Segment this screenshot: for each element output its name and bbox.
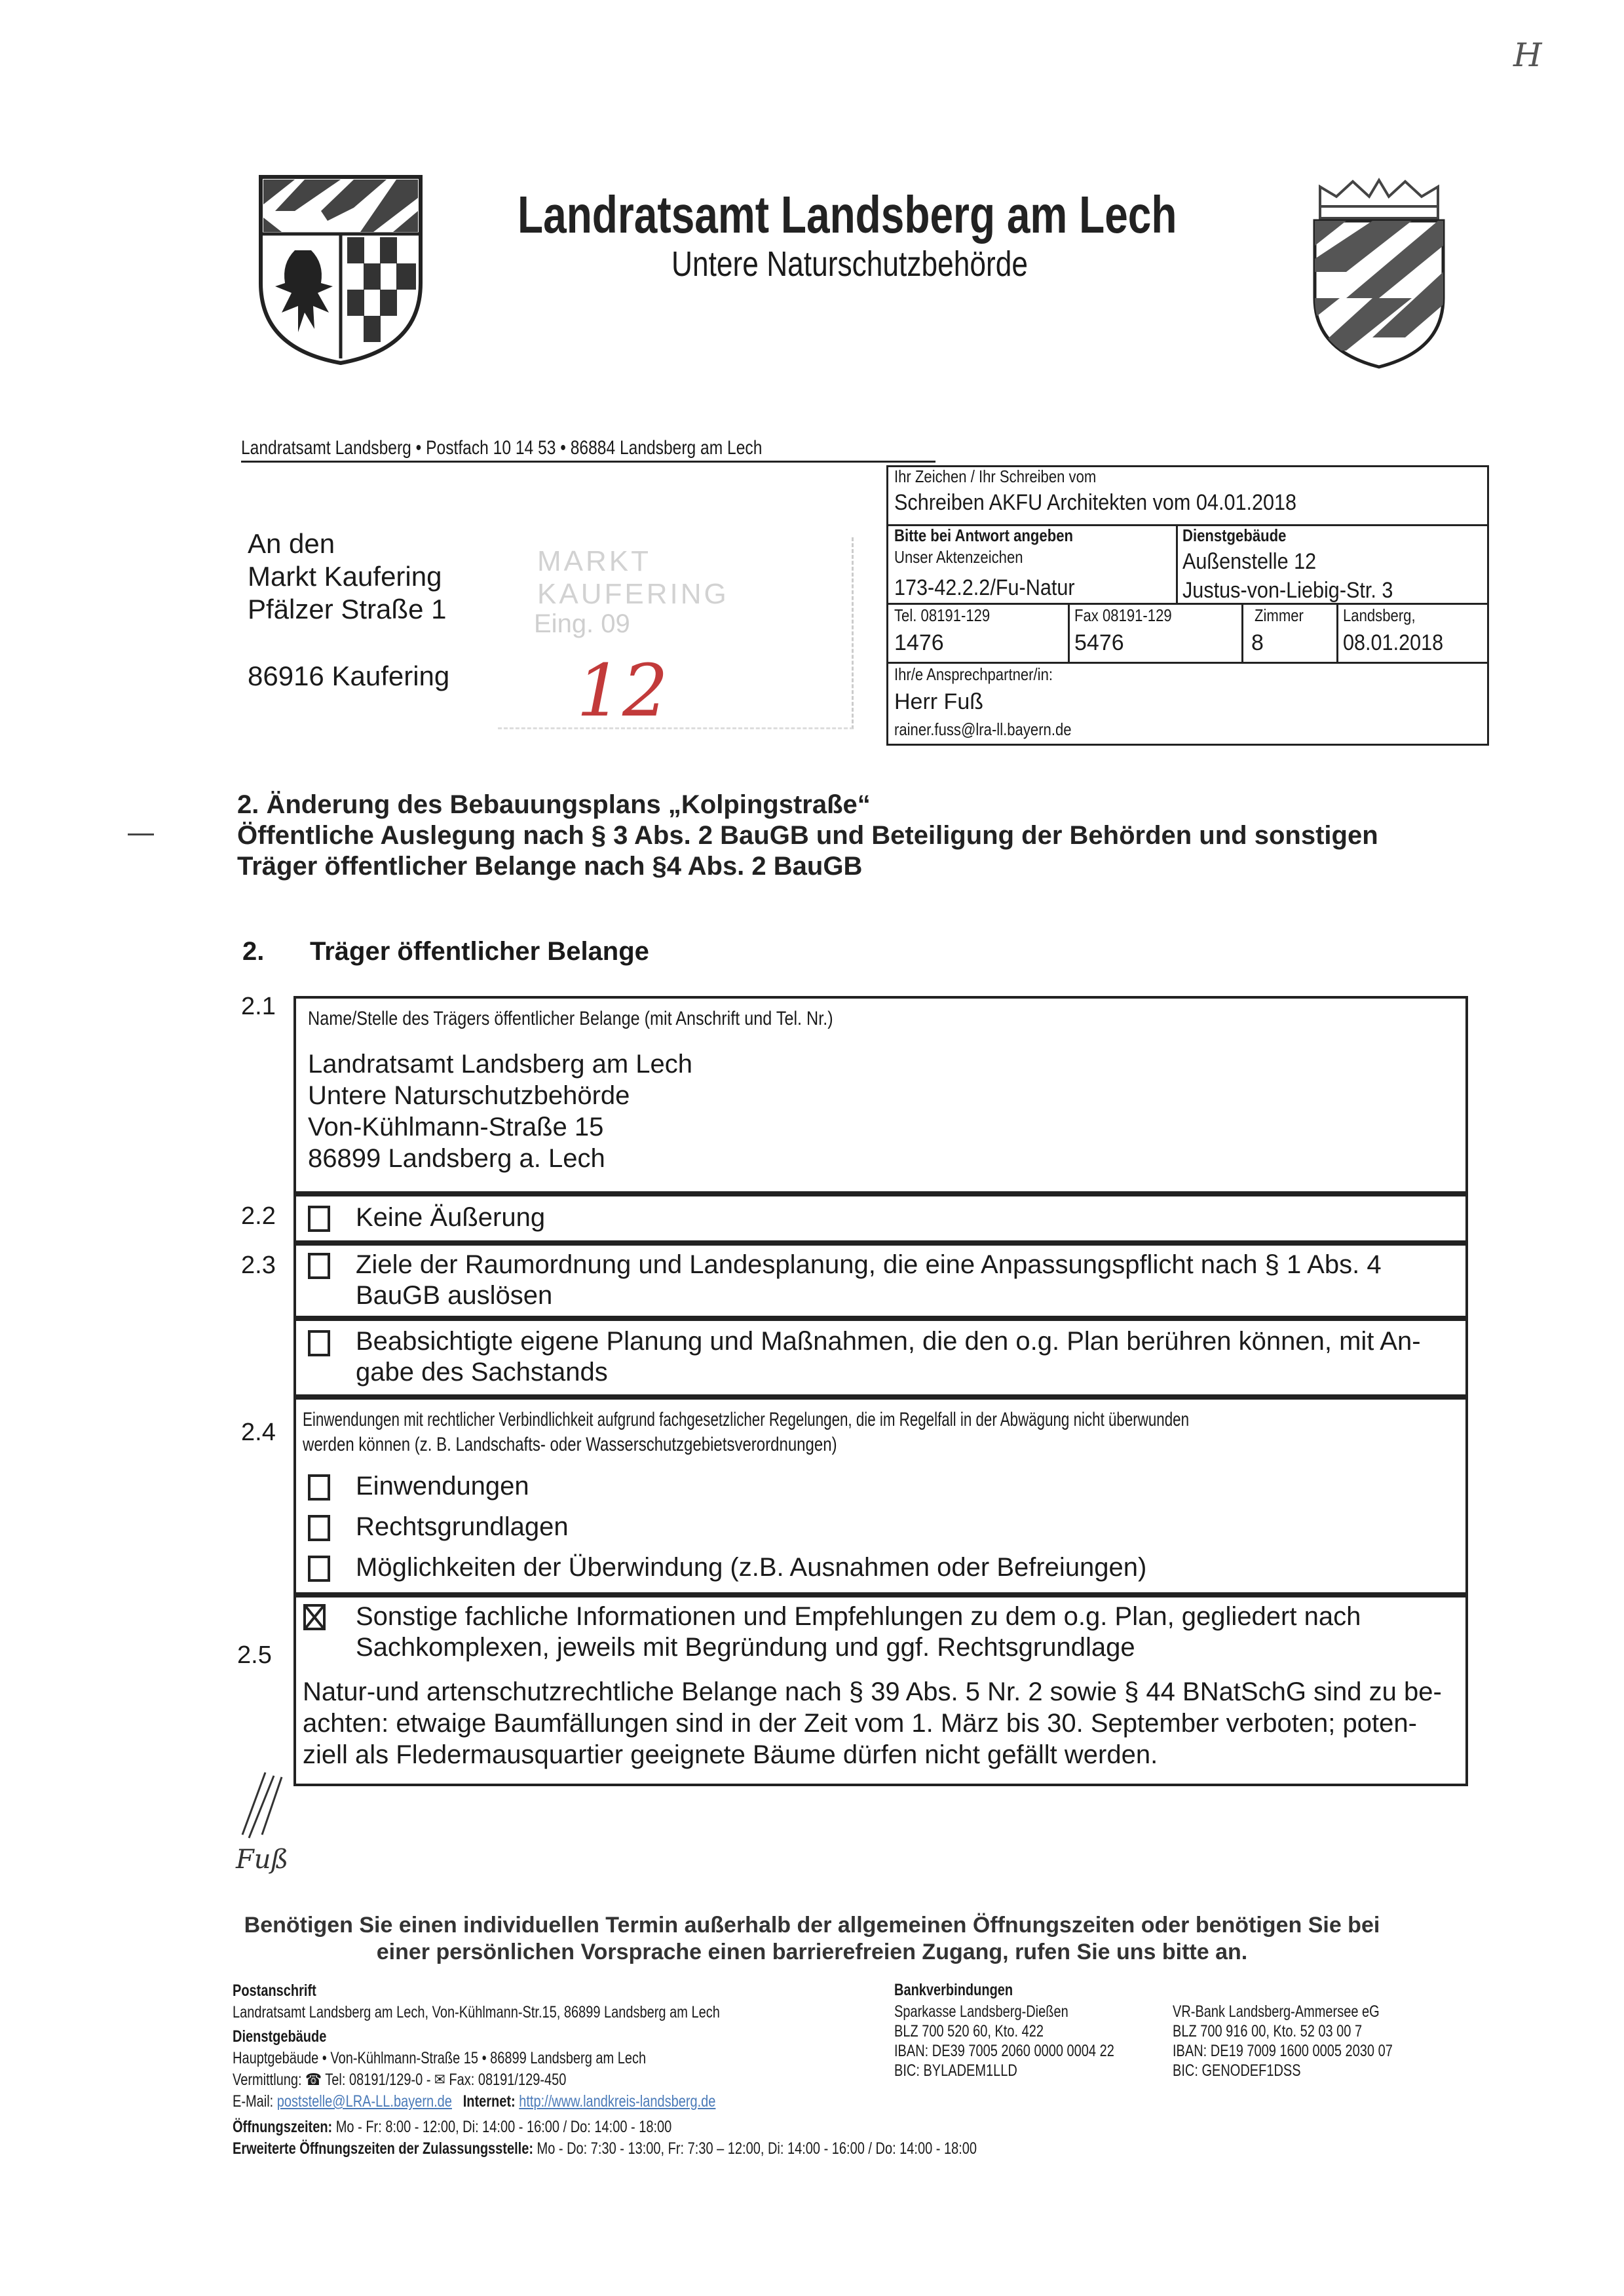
- building-line2: Justus-von-Liebig-Str. 3: [1182, 578, 1393, 603]
- building-label: Dienstgebäude: [1182, 526, 1287, 545]
- internet-link[interactable]: http://www.landkreis-landsberg.de: [519, 2092, 716, 2111]
- s25-note-line: ziell als Fledermausquartier geeignete Bäume dürfen nicht gefällt werden.: [303, 1740, 1158, 1769]
- footer-value: Mo - Fr: 8:00 - 12:00, Di: 14:00 - 16:00 / Do: 14:00 - 18:00: [335, 2118, 672, 2136]
- answer-label: Bitte bei Antwort angeben: [894, 526, 1073, 545]
- s21-line: 86899 Landsberg a. Lech: [308, 1144, 605, 1173]
- rechtsgrundlagen-checkbox[interactable]: [308, 1515, 330, 1541]
- tel-label: Tel. 08191-129: [894, 605, 991, 625]
- eigene-planung-checkbox[interactable]: [308, 1330, 330, 1356]
- building-line1: Außenstelle 12: [1182, 549, 1317, 574]
- footer-label: Dienstgebäude: [233, 2027, 327, 2046]
- bank-value: BIC: GENODEF1DSS: [1173, 2061, 1301, 2080]
- footer-value: Hauptgebäude • Von-Kühlmann-Straße 15 • 86899 Landsberg am Lech: [233, 2049, 647, 2067]
- s24-label: Einwendungen mit rechtlicher Verbindlichkeit aufgrund fachgesetzlicher Regelungen, die im Regelfall in der Abwägung nicht überwunden: [303, 1409, 1190, 1430]
- footer-value: Vermittlung: ☎ Tel: 08191/129-0 - ✉ Fax: 08191/129-450: [233, 2071, 567, 2089]
- s25-line: Sonstige fachliche Informationen und Empfehlungen zu dem o.g. Plan, gegliedert nach: [356, 1602, 1361, 1631]
- section-number: 2.: [242, 937, 265, 966]
- footer-label: E-Mail:: [233, 2092, 274, 2111]
- footer-label: Bankverbindungen: [894, 1981, 1013, 1999]
- stamp-number: 12: [576, 649, 668, 733]
- bank-sparkasse: [894, 2002, 1169, 2080]
- s23b-line: Beabsichtigte eigene Planung und Maßnahmen, die den o.g. Plan berühren können, mit An-: [356, 1327, 1421, 1356]
- az-label: Unser Aktenzeichen: [894, 547, 1023, 567]
- s22-text: Keine Äußerung: [356, 1203, 546, 1232]
- item-number: 2.1: [241, 993, 276, 1020]
- footer-value: Mo - Do: 7:30 - 13:00, Fr: 7:30 – 12:00, Di: 14:00 - 16:00 / Do: 14:00 - 18:00: [537, 2139, 977, 2158]
- s23b-line: gabe des Sachstands: [356, 1358, 608, 1387]
- corner-mark: H: [1513, 36, 1542, 74]
- s21-address: [308, 1048, 692, 1174]
- bank-value: IBAN: DE39 7005 2060 0000 0004 22: [894, 2042, 1114, 2060]
- item-number: 2.4: [241, 1419, 276, 1446]
- bank-value: IBAN: DE19 7009 1600 0005 2030 07: [1173, 2042, 1393, 2060]
- subject-line: Träger öffentlicher Belange nach §4 Abs. 2 BauGB: [237, 852, 863, 881]
- bank-vr: [1173, 2002, 1448, 2080]
- item-number: 2.5: [237, 1641, 272, 1669]
- margin-dash: [128, 833, 154, 835]
- bank-value: VR-Bank Landsberg-Ammersee eG: [1173, 2002, 1380, 2021]
- recipient-line: Pfälzer Straße 1: [248, 594, 447, 624]
- subject-line: 2. Änderung des Bebauungsplans „Kolpingstraße“: [237, 790, 871, 819]
- stamp-text: MARKT KAUFERING: [537, 545, 729, 610]
- einwendungen-checkbox[interactable]: [308, 1474, 330, 1501]
- notice-line: einer persönlichen Vorsprache einen barrierefreien Zugang, rufen Sie uns bitte an.: [376, 1940, 1248, 1964]
- email-link[interactable]: poststelle@LRA-LL.bayern.de: [276, 2092, 452, 2111]
- s21-label: Name/Stelle des Trägers öffentlicher Belange (mit Anschrift und Tel. Nr.): [308, 1008, 833, 1029]
- s21-line: Untere Naturschutzbehörde: [308, 1081, 630, 1110]
- bank-value: BLZ 700 520 60, Kto. 422: [894, 2022, 1044, 2040]
- contact-name: Herr Fuß: [894, 689, 983, 714]
- ueberwindung-checkbox[interactable]: [308, 1556, 330, 1582]
- s25-note-line: Natur-und artenschutzrechtliche Belange nach § 39 Abs. 5 Nr. 2 sowie § 44 BNatSchG sind zu be-: [303, 1677, 1442, 1706]
- s25-note-line: achten: etwaige Baumfällungen sind in der Zeit vom 1. März bis 30. September verboten; poten-: [303, 1709, 1417, 1738]
- contact-label: Ihr/e Ansprechpartner/in:: [894, 664, 1053, 684]
- sender-line: Landratsamt Landsberg • Postfach 10 14 53 • 86884 Landsberg am Lech: [241, 437, 935, 463]
- received-stamp: [498, 537, 854, 733]
- accessibility-notice: [0, 1912, 1624, 1966]
- footer-label: Internet:: [463, 2092, 516, 2111]
- subject: [237, 790, 1378, 882]
- checkmark-x-icon: [306, 1607, 323, 1628]
- recipient-city: 86916 Kaufering: [248, 660, 450, 691]
- contact-email: rainer.fuss@lra-ll.bayern.de: [894, 719, 1072, 739]
- s24-option: Einwendungen: [356, 1472, 529, 1501]
- az-value: 173-42.2.2/Fu-Natur: [894, 575, 1075, 600]
- s23-line: BauGB auslösen: [356, 1281, 553, 1310]
- footer-value: Landratsamt Landsberg am Lech, Von-Kühlmann-Str.15, 86899 Landsberg am Lech: [233, 2003, 720, 2021]
- recipient-line: An den: [248, 528, 335, 559]
- s24-option: Rechtsgrundlagen: [356, 1512, 569, 1541]
- footer-label: Erweiterte Öffnungszeiten der Zulassungsstelle:: [233, 2139, 533, 2158]
- stamp-date: Eing. 09: [534, 609, 630, 638]
- bank-value: BIC: BYLADEM1LLD: [894, 2061, 1017, 2080]
- s21-line: Von-Kühlmann-Straße 15: [308, 1113, 604, 1141]
- s25-text: [356, 1601, 1361, 1663]
- s24-label: werden können (z. B. Landschafts- oder Wasserschutzgebietsverordnungen): [303, 1434, 837, 1455]
- s23-line: Ziele der Raumordnung und Landesplanung, die eine Anpassungspflicht nach § 1 Abs. 4: [356, 1250, 1382, 1279]
- notice-line: Benötigen Sie einen individuellen Termin außerhalb der allgemeinen Öffnungszeiten oder benötigen Sie bei: [244, 1913, 1380, 1938]
- bavaria-crest-icon: [1307, 174, 1451, 370]
- tel-value: 1476: [894, 630, 944, 655]
- item-number: 2.2: [241, 1202, 276, 1230]
- place-label: Landsberg,: [1343, 605, 1416, 625]
- fax-value: 5476: [1074, 630, 1124, 655]
- section-title: Träger öffentlicher Belange: [310, 937, 649, 966]
- raumordnung-checkbox[interactable]: [308, 1253, 330, 1279]
- room-label: Zimmer: [1255, 605, 1304, 625]
- footer-label: Postanschrift: [233, 1981, 316, 2000]
- recipient-line: Markt Kaufering: [248, 561, 442, 592]
- landkreis-crest-icon: [255, 172, 426, 368]
- ref-value: Schreiben AKFU Architekten vom 04.01.2018: [894, 490, 1297, 515]
- item-number: 2.3: [241, 1252, 276, 1279]
- footer-banks: [894, 1980, 1042, 2000]
- s24-option: Möglichkeiten der Überwindung (z.B. Ausnahmen oder Befreiungen): [356, 1553, 1147, 1582]
- ref-label: Ihr Zeichen / Ihr Schreiben vom: [894, 467, 1097, 486]
- s21-line: Landratsamt Landsberg am Lech: [308, 1050, 693, 1079]
- footer-label: Öffnungszeiten:: [233, 2118, 333, 2136]
- room-value: 8: [1251, 630, 1264, 655]
- subject-line: Öffentliche Auslegung nach § 3 Abs. 2 BauGB und Beteiligung der Behörden und sonstigen: [237, 821, 1378, 850]
- page-subtitle: Untere Naturschutzbehörde: [671, 244, 1028, 284]
- page-title: Landratsamt Landsberg am Lech: [518, 185, 1177, 244]
- s23-text: [356, 1250, 1382, 1311]
- keine-aeusserung-checkbox[interactable]: [308, 1206, 330, 1232]
- fax-label: Fax 08191-129: [1074, 605, 1172, 625]
- sonstige-informationen-checkbox[interactable]: [303, 1604, 326, 1630]
- signature: Fuß: [229, 1769, 334, 1881]
- recipient-address: [248, 527, 449, 693]
- s25-line: Sachkomplexen, jeweils mit Begründung und ggf. Rechtsgrundlage: [356, 1633, 1135, 1662]
- date-value: 08.01.2018: [1343, 630, 1444, 655]
- s23b-text: [356, 1326, 1421, 1388]
- bank-value: BLZ 700 916 00, Kto. 52 03 00 7: [1173, 2022, 1363, 2040]
- bank-value: Sparkasse Landsberg-Dießen: [894, 2002, 1068, 2021]
- s25-note: [303, 1676, 1442, 1770]
